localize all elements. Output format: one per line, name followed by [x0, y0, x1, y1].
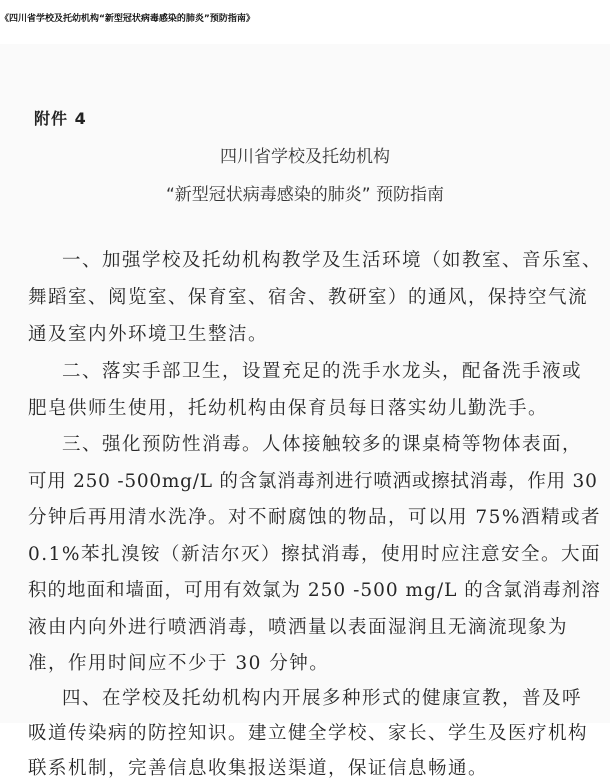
body-line: 准，作用时间应不少于 30 分钟。 [28, 653, 330, 674]
body-line: 0.1%苯扎溴铵（新洁尔灭）擦拭消毒，使用时应注意安全。大面 [28, 544, 602, 565]
body-line: 可用 250 -500mg/L 的含氯消毒剂进行喷洒或擦拭消毒，作用 30 [28, 471, 598, 492]
article-headline: 《四川省学校及托幼机构“新型冠状病毒感染的肺炎”预防指南》 [0, 14, 255, 24]
body-line: 联系机制，完善信息收集报送渠道，保证信息畅通。 [28, 758, 489, 779]
body-line: 吸道传染病的防控知识。建立健全学校、家长、学生及医疗机构 [28, 723, 589, 744]
scanned-document-image [0, 44, 610, 779]
attachment-label: 附件 4 [34, 109, 87, 128]
body-line: 分钟后再用清水洗净。对不耐腐蚀的物品，可以用 75%酒精或者 [28, 507, 602, 528]
document-title-line-2: “新型冠状病毒感染的肺炎” 预防指南 [165, 185, 445, 205]
document-title-line-1: 四川省学校及托幼机构 [220, 147, 390, 167]
body-line: 积的地面和墙面，可用有效氯为 250 -500 mg/L 的含氯消毒剂溶 [28, 580, 601, 601]
body-line: 液由内向外进行喷洒消毒，喷洒量以表面湿润且无滴流现象为 [28, 617, 569, 638]
body-line: 肥皂供师生使用，托幼机构由保育员每日落实幼儿勤洗手。 [28, 398, 549, 419]
body-line: 一、加强学校及托幼机构教学及生活环境（如教室、音乐室、 [62, 250, 603, 271]
body-line: 二、落实手部卫生，设置充足的洗手水龙头，配备洗手液或 [62, 361, 583, 382]
body-line: 舞蹈室、阅览室、保育室、宿舍、教研室）的通风，保持空气流 [28, 287, 589, 308]
body-line: 通及室内外环境卫生整洁。 [28, 324, 269, 345]
body-line: 四、在学校及托幼机构内开展多种形式的健康宣教，普及呼 [62, 688, 583, 709]
body-line: 三、强化预防性消毒。人体接触较多的课桌椅等物体表面， [62, 434, 583, 455]
